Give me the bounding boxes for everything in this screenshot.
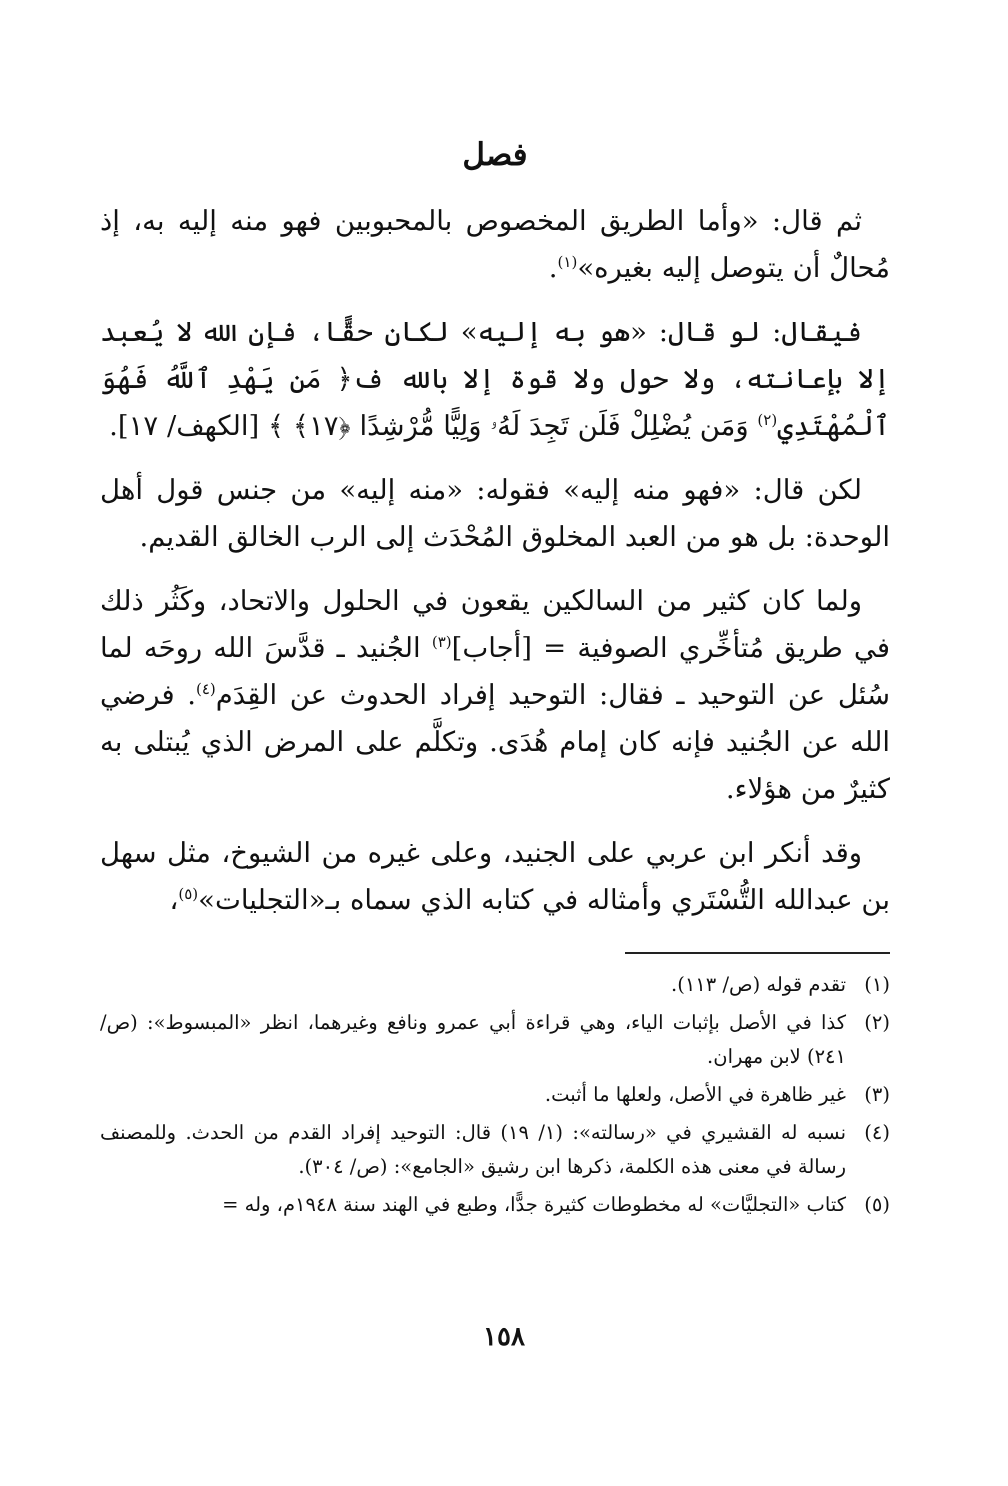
footnote-number: (١) xyxy=(864,973,890,996)
footnote-text: كتاب «التجليَّات» له مخطوطات كثيرة جدًّا، وطبع في الهند سنة ١٩٤٨م، وله = xyxy=(222,1193,846,1216)
section-title: فصل xyxy=(462,137,528,173)
paragraph-text: الجُنيد ـ قدَّسَ الله روحَه لما سُئل عن التوحيد ـ فقال: التوحيد إفراد الحدوث عن القِدَم xyxy=(100,632,890,711)
footnote-ref-1[interactable]: (١) xyxy=(557,252,578,271)
footnote-number: (٢) xyxy=(864,1011,890,1034)
footnote-ref-3[interactable]: (٣) xyxy=(431,632,452,651)
paragraph-text: وقد أنكر ابن عربي على الجنيد، وعلى غيره من الشيوخ، مثل سهل بن عبدالله التُّسْتَري وأمثاله في كتابه الذي سماه بـ«التجليات» xyxy=(100,837,890,916)
footnote-3 xyxy=(100,1078,890,1112)
footnote-ref-2[interactable]: (٢) xyxy=(757,410,778,429)
footnote-text: تقدم قوله (ص/ ١١٣). xyxy=(671,973,846,996)
footnotes xyxy=(100,968,890,1222)
footnote-ref-5[interactable]: (٥) xyxy=(178,884,199,903)
footnote-number: (٤) xyxy=(864,1121,890,1144)
footnote-number: (٣) xyxy=(864,1083,890,1106)
footnote-2 xyxy=(100,1006,890,1074)
paragraph-text: وَمَن يُضْلِلْ فَلَن تَجِدَ لَهُۥ وَلِيًّا مُّرْشِدًا ﴿١٧﴾ ﴾ [الكهف/ ١٧]. xyxy=(109,410,758,442)
paragraph-text: . xyxy=(548,252,558,284)
paragraph-text: . فرضي الله عن الجُنيد فإنه كان إمام هُدَى. وتكلَّم على المرض الذي يُبتلى به كثيرٌ من هؤلاء. xyxy=(100,679,890,805)
footnote-text: نسبه له القشيري في «رسالته»: (١/ ١٩) قال: التوحيد إفراد القدم من الحدث. وللمصنف رسالة في معنى هذه الكلمة، ذكرها ابن رشيق «الجامع»: (ص/ ٣٠٤). xyxy=(100,1121,846,1178)
page-body xyxy=(100,130,890,1226)
footnote-divider xyxy=(625,952,890,954)
paragraph-text: ثم قال: «وأما الطريق المخصوص بالمحبوبين فهو منه إليه به، إذ مُحالٌ أن يتوصل إليه بغيره» xyxy=(100,205,890,284)
footnote-text: غير ظاهرة في الأصل، ولعلها ما أثبت. xyxy=(544,1083,846,1106)
footnote-5 xyxy=(100,1188,890,1222)
footnote-4 xyxy=(100,1116,890,1184)
paragraph-1 xyxy=(100,198,890,292)
footnote-text: كذا في الأصل بإثبات الياء، وهي قراءة أبي عمرو ونافع وغيرهما، انظر «المبسوط»: (ص/ ٢٤١) لابن مهران. xyxy=(100,1011,846,1068)
footnote-ref-4[interactable]: (٤) xyxy=(195,679,216,698)
paragraph-text: فيقال: لو قال: «هو به إليه» لكان حقًّا، فإن الله لا يُعبد إلا بإعانته، ولا حول ولا قوة إلا بالله ف﴿ مَن يَهْدِ ٱللَّهُ فَهُوَ ٱلْمُهْتَدِي xyxy=(100,316,890,442)
footnote-number: (٥) xyxy=(864,1193,890,1216)
paragraph-text: لكن قال: «فهو منه إليه» فقوله: «منه إليه» من جنس قول أهل الوحدة: بل هو من العبد المخلوق المُحْدَث إلى الرب الخالق القديم. xyxy=(100,474,890,553)
paragraph-5 xyxy=(100,830,890,924)
paragraph-3 xyxy=(100,467,890,561)
paragraph-text: ولما كان كثير من السالكين يقعون في الحلول والاتحاد، وكَثُر ذلك في طريق مُتأخِّري الصوفية = [أجاب] xyxy=(100,585,890,664)
page-number: ١٥٨ xyxy=(483,1322,525,1352)
paragraph-2 xyxy=(100,309,890,450)
footnote-1 xyxy=(100,968,890,1002)
paragraph-4 xyxy=(100,578,890,813)
paragraph-text: ، xyxy=(169,884,179,916)
